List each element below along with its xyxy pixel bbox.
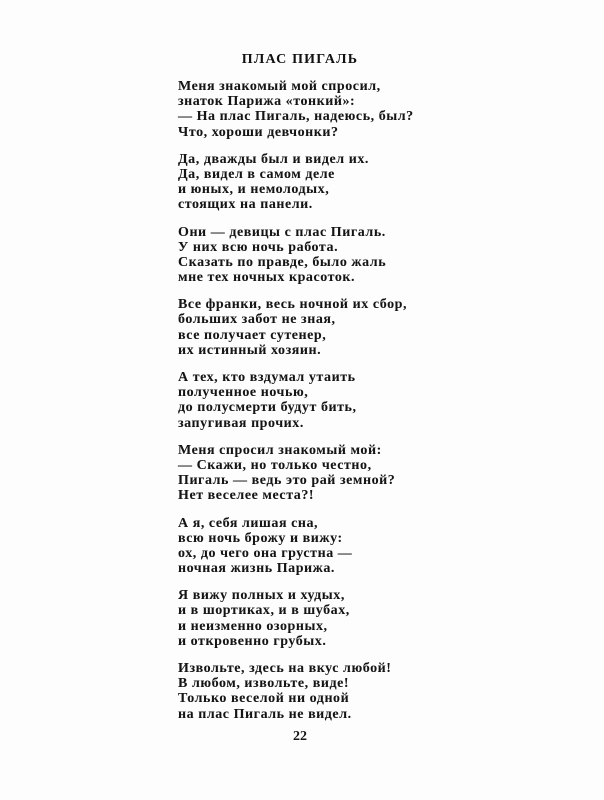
poem-line: — На плас Пигаль, надеюсь, был? — [178, 109, 414, 125]
poem-line: Извольте, здесь на вкус любой! — [178, 661, 392, 676]
poem-line: на плас Пигаль не видел. — [178, 706, 352, 722]
poem-line: знаток Парижа «тонкий»: — [178, 94, 356, 110]
poem-line: — Скажи, но только честно, — [178, 457, 372, 473]
poem-line: ночная жизнь Парижа. — [178, 561, 335, 577]
poem-title-text: ПЛАС ПИГАЛЬ — [241, 52, 359, 67]
poem-line: полученное ночью, — [178, 385, 309, 401]
poem-line: до полусмерти будут бить, — [178, 400, 357, 416]
poem-line: Да, видел в самом деле — [178, 166, 335, 182]
poem-line: всю ночь брожу и вижу: — [178, 530, 343, 546]
poem-line: У них всю ночь работа. — [178, 239, 339, 255]
poem-line: их истинный хозяин. — [178, 342, 322, 358]
poem-line: Да, дважды был и видел их. — [178, 151, 369, 167]
poem-line: Нет веселее места?! — [178, 488, 315, 504]
poem-line: ох, до чего она грустна — — [178, 545, 353, 561]
stanza — [178, 225, 414, 286]
poem-body — [178, 79, 414, 734]
stanza — [178, 370, 414, 431]
poem-line: и юных, и немолодых, — [178, 182, 330, 198]
poem-line: и откровенно грубых. — [178, 633, 327, 649]
poem-line: и неизменно озорных, — [178, 618, 328, 634]
poem-line: Меня знакомый мой спросил, — [178, 79, 381, 94]
poem-line: Сказать по правде, было жаль — [178, 254, 387, 270]
stanza — [178, 79, 414, 140]
poem-line: и в шортиках, и в шубах, — [178, 603, 350, 619]
poem-line: все получает сутенер, — [178, 327, 327, 343]
poem-line: Я вижу полных и худых, — [178, 588, 345, 604]
page-number-text: 22 — [293, 729, 307, 744]
poem-line: А тех, кто вздумал утаить — [178, 370, 356, 385]
poem-line: А я, себя лишая сна, — [178, 515, 319, 531]
poem-line: Что, хороши девчонки? — [178, 124, 339, 140]
poem-line: мне тех ночных красоток. — [178, 270, 356, 286]
poem-line: Они — девицы с плас Пигаль. — [178, 224, 386, 240]
poem-line: Все франки, весь ночной их сбор, — [178, 297, 408, 313]
poem-line: стоящих на панели. — [178, 197, 313, 213]
poem-line: Только веселой ни одной — [178, 691, 350, 707]
stanza — [178, 152, 414, 213]
stanza — [178, 588, 414, 649]
poem-line: Меня спросил знакомый мой: — [178, 442, 382, 458]
poem-line: Пигаль — ведь это рай земной? — [178, 473, 396, 489]
poem-line: больших забот не зная, — [178, 312, 336, 328]
poem-title — [0, 52, 604, 68]
stanza — [178, 661, 414, 722]
stanza — [178, 443, 414, 504]
stanza — [178, 297, 414, 358]
stanza — [178, 516, 414, 577]
page-number — [0, 729, 604, 745]
poem-line: В любом, извольте, виде! — [178, 676, 350, 692]
poem-line: запугивая прочих. — [178, 415, 304, 431]
